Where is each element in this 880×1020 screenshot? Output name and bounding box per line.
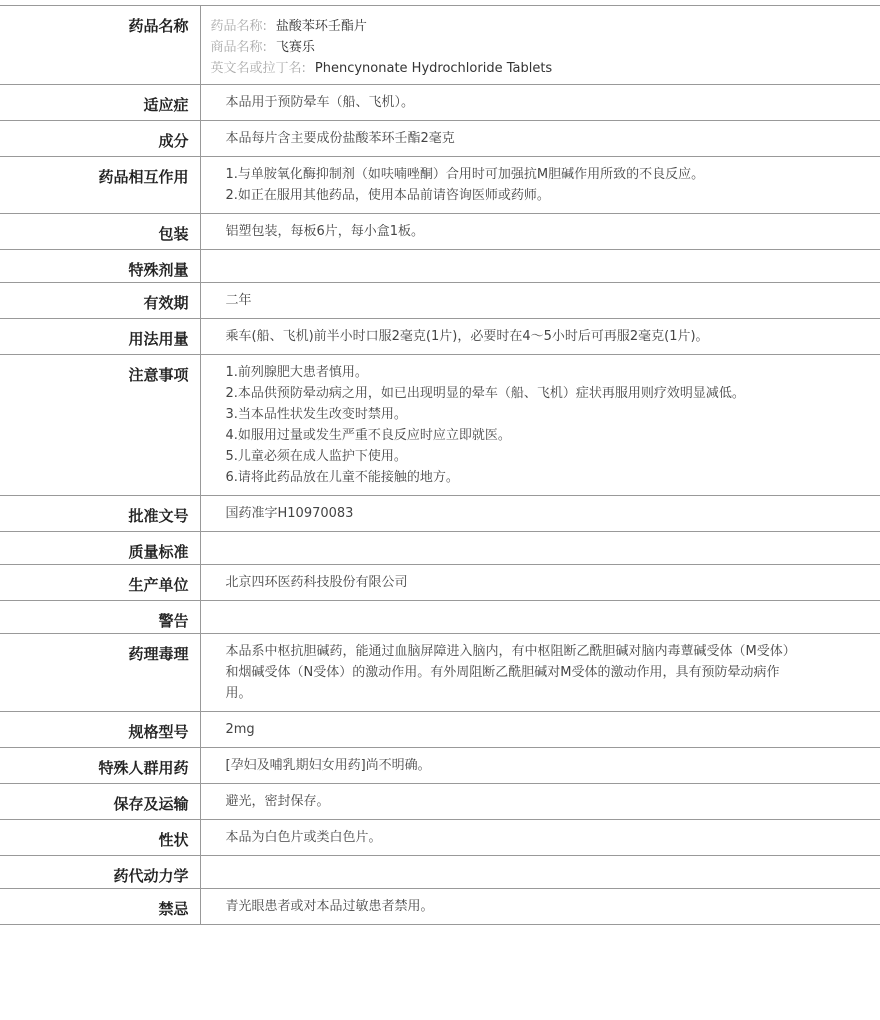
label-manufacturer: 生产单位 (0, 565, 200, 601)
trade-name-line (211, 37, 871, 58)
label-special-dose: 特殊剂量 (0, 250, 200, 283)
label-precautions: 注意事项 (0, 355, 200, 496)
label-contraindication: 禁忌 (0, 889, 200, 925)
row-special-population (0, 748, 880, 784)
trade-name: 飞赛乐 (275, 40, 315, 55)
pharmacokinetics-value (200, 856, 880, 889)
precaution-line: 4.如服用过量或发生严重不良反应时应立即就医。 (225, 428, 511, 443)
precaution-line: 1.前列腺肥大患者慎用。 (225, 365, 368, 380)
label-pharmacology: 药理毒理 (0, 634, 200, 712)
storage-value: 避光，密封保存。 (200, 784, 880, 820)
row-manufacturer (0, 565, 880, 601)
manufacturer-value: 北京四环医药科技股份有限公司 (200, 565, 880, 601)
warning-value (200, 601, 880, 634)
drug-name-value (200, 6, 880, 85)
row-pharmacology (0, 634, 880, 712)
special-dose-value (200, 250, 880, 283)
interaction-value (200, 157, 880, 214)
precaution-line: 2.本品供预防晕动病之用，如已出现明显的晕车（船、飞机）症状再服用则疗效明显减低。 (225, 386, 745, 401)
label-composition: 成分 (0, 121, 200, 157)
pharmacology-value: 本品系中枢抗胆碱药，能通过血脑屏障进入脑内，有中枢阻断乙酰胆碱对脑内毒蕈碱受体（M受体）和烟碱受体（N受体）的激动作用。有外周阻断乙酰胆碱对M受体的激动作用，具有预防晕动病作用。 (200, 634, 880, 712)
composition-value: 本品每片含主要成份盐酸苯环壬酯2毫克 (200, 121, 880, 157)
row-interaction (0, 157, 880, 214)
row-appearance (0, 820, 880, 856)
english-name: Phencynonate Hydrochloride Tablets (314, 61, 553, 76)
row-validity (0, 283, 880, 319)
label-spec: 规格型号 (0, 712, 200, 748)
row-precautions (0, 355, 880, 496)
row-approval (0, 496, 880, 532)
special-dose-text (226, 257, 801, 275)
generic-name-line (211, 16, 871, 37)
label-validity: 有效期 (0, 283, 200, 319)
spec-value: 2mg (200, 712, 880, 748)
label-quality: 质量标准 (0, 532, 200, 565)
label-appearance: 性状 (0, 820, 200, 856)
interaction-line: 1.与单胺氧化酶抑制剂（如呋喃唑酮）合用时可加强抗M胆碱作用所致的不良反应。 (225, 167, 705, 182)
row-drug-name (0, 6, 880, 85)
precaution-line: 3.当本品性状发生改变时禁用。 (225, 407, 407, 422)
row-storage (0, 784, 880, 820)
row-pharmacokinetics (0, 856, 880, 889)
row-contraindication (0, 889, 880, 925)
label-drug-name: 药品名称 (0, 6, 200, 85)
label-warning: 警告 (0, 601, 200, 634)
row-quality (0, 532, 880, 565)
packaging-value: 铝塑包装，每板6片，每小盒1板。 (200, 214, 880, 250)
pharmacokinetics-text (226, 863, 801, 881)
generic-name-label: 药品名称: (210, 19, 267, 34)
validity-value: 二年 (200, 283, 880, 319)
row-packaging (0, 214, 880, 250)
warning-text (226, 608, 801, 626)
label-interaction: 药品相互作用 (0, 157, 200, 214)
label-usage: 用法用量 (0, 319, 200, 355)
appearance-value: 本品为白色片或类白色片。 (200, 820, 880, 856)
generic-name: 盐酸苯环壬酯片 (275, 19, 367, 34)
quality-text (226, 539, 801, 557)
row-indication (0, 85, 880, 121)
row-usage (0, 319, 880, 355)
quality-value (200, 532, 880, 565)
interaction-line: 2.如正在服用其他药品，使用本品前请咨询医师或药师。 (225, 188, 550, 203)
row-special-dose (0, 250, 880, 283)
usage-value: 乘车(船、飞机)前半小时口服2毫克(1片)，必要时在4～5小时后可再服2毫克(1片)。 (200, 319, 880, 355)
english-name-label: 英文名或拉丁名: (210, 61, 306, 76)
label-approval: 批准文号 (0, 496, 200, 532)
label-pharmacokinetics: 药代动力学 (0, 856, 200, 889)
row-warning (0, 601, 880, 634)
indication-value: 本品用于预防晕车（船、飞机）。 (200, 85, 880, 121)
approval-value: 国药准字H10970083 (200, 496, 880, 532)
trade-name-label: 商品名称: (210, 40, 267, 55)
special-population-value: [孕妇及哺乳期妇女用药]尚不明确。 (200, 748, 880, 784)
drug-spec-table (0, 5, 880, 925)
label-indication: 适应症 (0, 85, 200, 121)
precautions-value (200, 355, 880, 496)
label-special-population: 特殊人群用药 (0, 748, 200, 784)
precaution-line: 5.儿童必须在成人监护下使用。 (225, 449, 407, 464)
row-composition (0, 121, 880, 157)
contraindication-value: 青光眼患者或对本品过敏患者禁用。 (200, 889, 880, 925)
precaution-line: 6.请将此药品放在儿童不能接触的地方。 (225, 470, 459, 485)
english-name-line (211, 58, 871, 79)
label-storage: 保存及运输 (0, 784, 200, 820)
label-packaging: 包装 (0, 214, 200, 250)
row-spec (0, 712, 880, 748)
